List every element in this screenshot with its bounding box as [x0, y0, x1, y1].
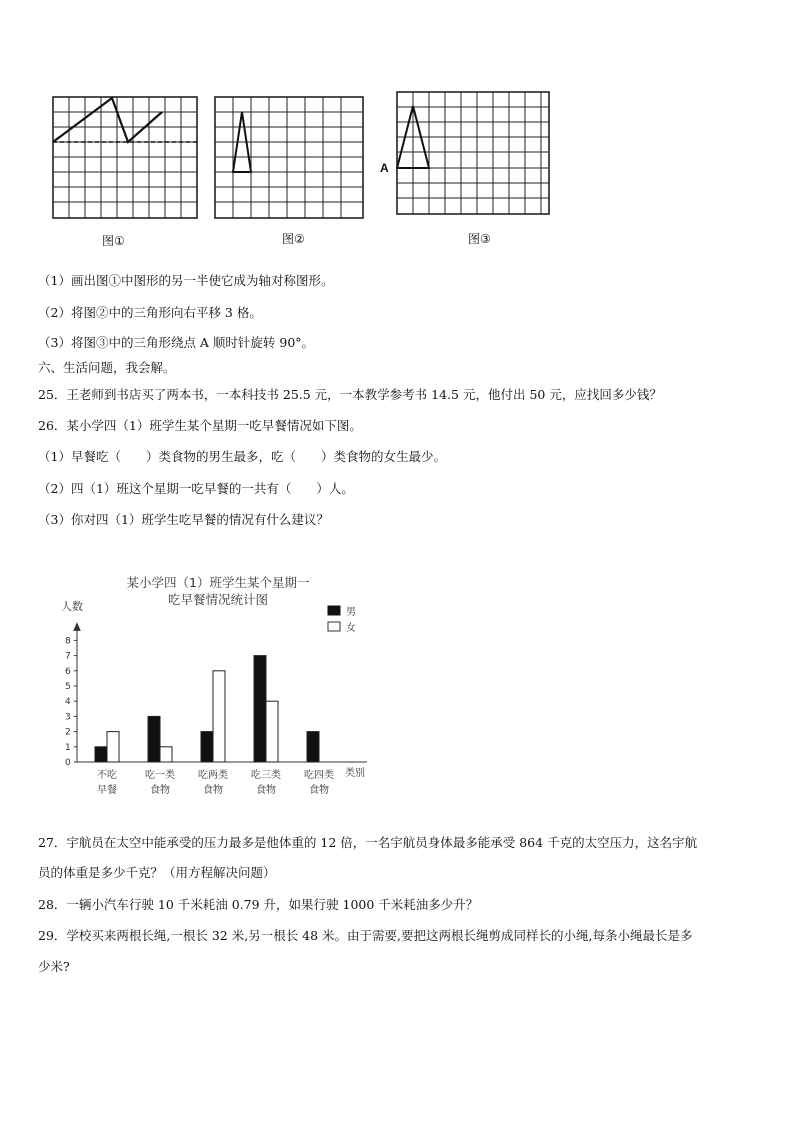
figure-3-grid — [396, 91, 552, 217]
figure-1-caption: 图① — [102, 234, 125, 248]
chart-y-tick-label: 2 — [65, 727, 71, 738]
chart-y-tick-label: 1 — [65, 742, 71, 753]
chart-title-line2: 吃早餐情况统计图 — [167, 592, 268, 607]
chart-category-label: 食物 — [309, 785, 329, 796]
bar-female — [266, 701, 278, 762]
bar-male — [254, 656, 266, 762]
q29-line2: 少米? — [38, 959, 70, 974]
chart-y-label: 人数 — [61, 600, 83, 613]
bar-male — [201, 732, 213, 762]
chart-category-label: 吃三类 — [251, 770, 281, 781]
chart-category-label: 吃四类 — [304, 770, 334, 781]
chart-category-label: 食物 — [203, 785, 223, 796]
bar-male — [148, 716, 160, 762]
q24-sub1: （1）画出图①中图形的另一半使它成为轴对称图形。 — [38, 273, 334, 288]
chart-title-line1: 某小学四（1）班学生某个星期一 — [126, 575, 310, 590]
chart-category-label: 食物 — [150, 785, 170, 796]
chart-y-tick-label: 5 — [65, 682, 71, 692]
chart-y-tick-label: 7 — [65, 651, 71, 662]
q25-text: 25．王老师到书店买了两本书，一本科技书 25.5 元，一本教学参考书 14.5 元，他付出 50 元，应找回多少钱？ — [38, 387, 662, 402]
q28-text: 28．一辆小汽车行驶 10 千米耗油 0.79 升，如果行驶 1000 千米耗油多少升？ — [38, 897, 479, 912]
bar-male — [307, 732, 319, 762]
q26-text: 26．某小学四（1）班学生某个星期一吃早餐情况如下图。 — [38, 418, 362, 433]
bar-male — [95, 747, 107, 762]
figure-2-grid — [214, 96, 366, 222]
breakfast-bar-chart — [55, 596, 385, 801]
chart-category-label: 早餐 — [97, 785, 117, 796]
chart-y-tick-label: 4 — [65, 697, 71, 708]
q26-sub1: （1）早餐吃（ ）类食物的男生最多，吃（ ）类食物的女生最少。 — [38, 449, 446, 464]
figure-1-grid — [52, 96, 200, 222]
chart-y-tick-label: 8 — [65, 636, 71, 647]
chart-x-label: 类别 — [345, 768, 365, 779]
bar-female — [160, 747, 172, 762]
q26-sub3: （3）你对四（1）班学生吃早餐的情况有什么建议？ — [38, 512, 329, 527]
q24-sub2: （2）将图②中的三角形向右平移 3 格。 — [38, 305, 262, 320]
chart-category-label: 吃两类 — [198, 770, 228, 781]
legend-swatch-male — [328, 606, 340, 615]
chart-y-tick-label: 6 — [65, 666, 71, 677]
chart-y-tick-label: 3 — [65, 712, 71, 723]
q29-line1: 29．学校买来两根长绳,一根长 32 米,另一根长 48 米。由于需要,要把这两根长绳剪成同样长的小绳,每条小绳最长是多 — [38, 928, 693, 943]
legend-swatch-female — [328, 622, 340, 631]
chart-category-label: 不吃 — [97, 770, 117, 781]
q24-sub3: （3）将图③中的三角形绕点 A 顺时针旋转 90°。 — [38, 335, 315, 350]
bar-female — [213, 671, 225, 762]
q26-sub2: （2）四（1）班这个星期一吃早餐的一共有（ ）人。 — [38, 481, 354, 496]
legend-label-female: 女 — [346, 623, 356, 634]
q27-line2: 员的体重是多少千克？（用方程解决问题） — [38, 865, 276, 880]
section-6-title: 六、生活问题，我会解。 — [38, 360, 176, 375]
figure-3-caption: 图③ — [468, 232, 491, 246]
q27-line1: 27．宇航员在太空中能承受的压力最多是他体重的 12 倍，一名宇航员身体最多能承受 864 千克的太空压力，这名宇航 — [38, 835, 698, 850]
point-a-label: A — [380, 161, 389, 175]
figure-2-caption: 图② — [282, 232, 305, 246]
chart-y-tick-label: 0 — [65, 758, 71, 768]
chart-category-label: 吃一类 — [145, 770, 175, 781]
chart-category-label: 食物 — [256, 785, 276, 796]
chart-y-axis-arrow — [74, 623, 80, 630]
legend-label-male: 男 — [346, 607, 356, 618]
bar-female — [107, 732, 119, 762]
